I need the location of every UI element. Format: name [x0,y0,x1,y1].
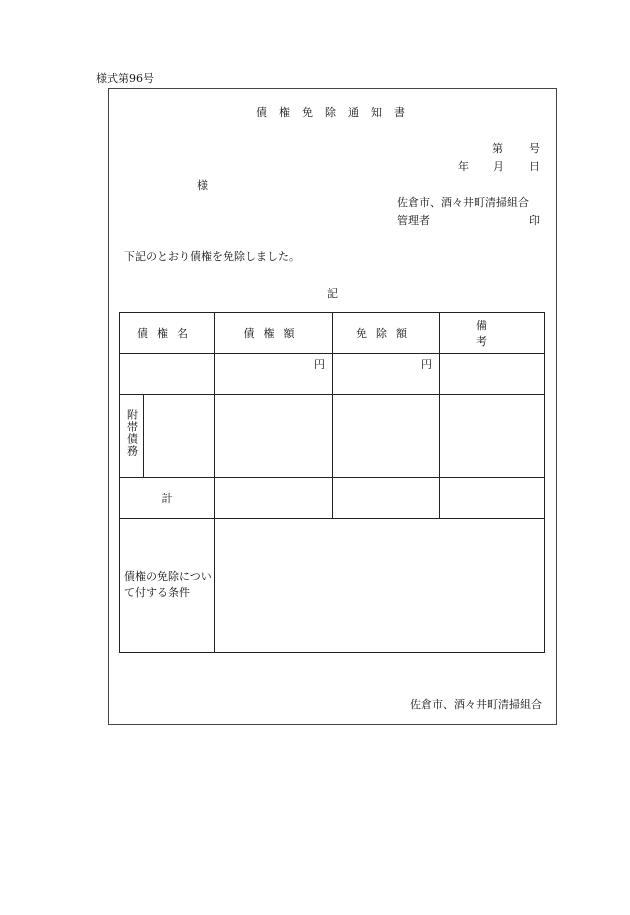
document-title: 債権免除通知書 [256,106,417,119]
number-label-dai: 第 [492,142,503,155]
header-waived-amount: 免除額 [356,327,416,340]
seal-mark: 印 [529,214,540,227]
table-divider [119,518,545,519]
header-remarks: 備考 [476,319,523,348]
number-label-go: 号 [529,142,540,155]
attached-debt-label: 附帯債務 [125,409,139,457]
issuer-org: 佐倉市、酒々井町清掃組合 [397,196,529,209]
conditions-label: 債権の免除について付する条件 [124,570,212,599]
header-debt-amount: 債権額 [243,327,304,340]
date-day: 日 [529,160,540,173]
body-text: 下記のとおり債権を免除しました。 [124,250,300,263]
issuer-role: 管理者 [397,214,430,227]
yen-unit-debt: 円 [314,358,325,371]
table-divider [143,394,144,477]
date-month: 月 [493,160,504,173]
ki-label: 記 [327,287,338,300]
header-debt-name: 債権名 [137,327,197,340]
form-number: 様式第96号 [96,72,154,85]
date-year: 年 [458,160,469,173]
table-divider [214,312,215,653]
total-label: 計 [161,492,173,505]
footer-issuer: 佐倉市、酒々井町清掃組合 [410,698,542,711]
addressee-suffix: 様 [197,179,208,192]
yen-unit-waived: 円 [421,358,432,371]
